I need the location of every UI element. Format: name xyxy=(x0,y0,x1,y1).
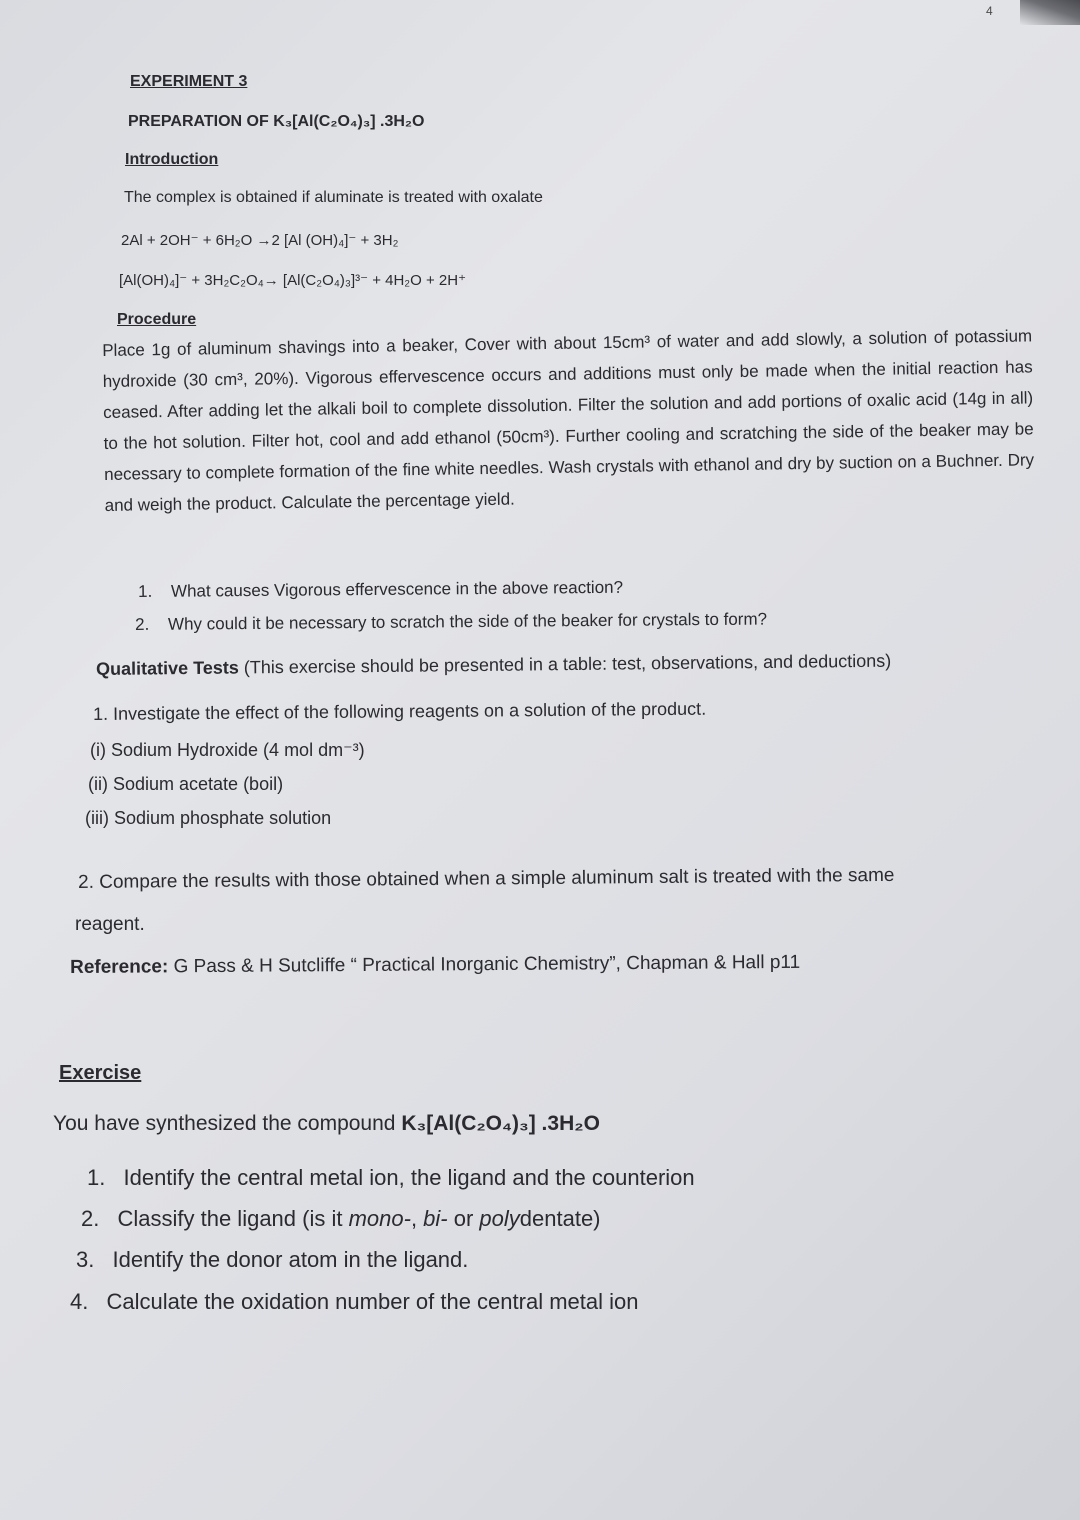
qualitative-tests-note: (This exercise should be presented in a table: test, observations, and deductions) xyxy=(243,650,892,678)
item-text: Identify the central metal ion, the ligand and the counterion xyxy=(123,1165,695,1190)
page-number: 4 xyxy=(986,4,993,18)
qualitative-item-2-cont: reagent. xyxy=(75,914,145,935)
item-text-italic-bi: bi- xyxy=(423,1206,448,1231)
qualitative-tests-heading: Qualitative Tests xyxy=(96,657,239,679)
item-text: Identify the donor atom in the ligand. xyxy=(112,1247,469,1272)
question-number: 1. xyxy=(138,581,153,601)
qualitative-item-1: 1. Investigate the effect of the following reagents on a solution of the product. xyxy=(93,698,707,724)
item-text-sep: or xyxy=(447,1206,480,1231)
question-number: 2. xyxy=(135,614,150,634)
page-corner-shadow xyxy=(1020,0,1080,25)
item-text-italic-poly: poly xyxy=(479,1206,520,1231)
item-text xyxy=(117,1206,600,1231)
item-text-sep: , xyxy=(410,1206,424,1231)
exercise-item-4 xyxy=(70,1289,638,1315)
qualitative-tests-line xyxy=(96,651,891,680)
item-text: Calculate the oxidation number of the central metal ion xyxy=(106,1289,639,1314)
procedure-heading: Procedure xyxy=(117,311,197,328)
experiment-heading: EXPERIMENT 3 xyxy=(130,73,248,90)
exercise-item-3 xyxy=(76,1247,468,1273)
procedure-question-2 xyxy=(135,609,767,635)
equation-2: [Al(OH)₄]⁻ + 3H₂C₂O₄→ [Al(C₂O₄)₃]³⁻ + 4H₂O + 2H⁺ xyxy=(119,272,466,289)
item-number: 2. xyxy=(81,1206,100,1231)
item-text-part: Classify the ligand (is it xyxy=(117,1206,349,1231)
reagent-1: (i) Sodium Hydroxide (4 mol dm⁻³) xyxy=(90,740,365,760)
reagent-2: (ii) Sodium acetate (boil) xyxy=(88,774,284,794)
exercise-intro: You have synthesized the compound xyxy=(53,1112,396,1135)
procedure-paragraph: Place 1g of aluminum shavings into a beaker, Cover with about 15cm³ of water and add slowly, a solution of potassium hydroxide (30 cm³, 20%). Vigorous effervescence occurs and additions must only be made when the initial reaction has ceased. After adding let the alkali boil to complete dissolution. Filter the solution and add portions of oxalic acid (14g in all) to the hot solution. Filter hot, cool and add ethanol (50cm³). Further cooling and scratching the side of the beaker may be necessary to complete formation of the fine white needles. Wash crystals with ethanol and dry by suction on a Buchner. Dry and weigh the product. Calculate the percentage yield. xyxy=(102,326,1035,515)
experiment-title: PREPARATION OF K₃[Al(C₂O₄)₃] .3H₂O xyxy=(128,113,425,130)
exercise-heading: Exercise xyxy=(59,1062,142,1084)
item-text-italic-mono: mono- xyxy=(348,1206,411,1231)
qualitative-item-2: 2. Compare the results with those obtained when a simple aluminum salt is treated with the same xyxy=(78,864,895,893)
exercise-intro-line xyxy=(53,1112,600,1136)
reference-text: G Pass & H Sutcliffe “ Practical Inorganic Chemistry”, Chapman & Hall p11 xyxy=(173,951,801,978)
item-number: 4. xyxy=(70,1289,89,1314)
reference-line xyxy=(70,952,800,979)
procedure-question-1 xyxy=(138,578,623,602)
question-text: Why could it be necessary to scratch the side of the beaker for crystals to form? xyxy=(167,609,768,634)
exercise-item-2 xyxy=(81,1206,601,1232)
reagent-3: (iii) Sodium phosphate solution xyxy=(85,808,332,828)
reference-label: Reference: xyxy=(70,956,169,978)
exercise-compound: K₃[Al(C₂O₄)₃] .3H₂O xyxy=(401,1112,600,1135)
equation-1: 2Al + 2OH⁻ + 6H₂O →2 [Al (OH)₄]⁻ + 3H₂ xyxy=(121,232,399,249)
exercise-item-1 xyxy=(87,1165,695,1191)
item-number: 1. xyxy=(87,1165,106,1190)
item-number: 3. xyxy=(76,1247,95,1272)
introduction-text: The complex is obtained if aluminate is treated with oxalate xyxy=(124,189,543,206)
question-text: What causes Vigorous effervescence in the above reaction? xyxy=(170,577,624,601)
introduction-heading: Introduction xyxy=(125,151,219,168)
item-text-part: dentate) xyxy=(519,1206,601,1231)
